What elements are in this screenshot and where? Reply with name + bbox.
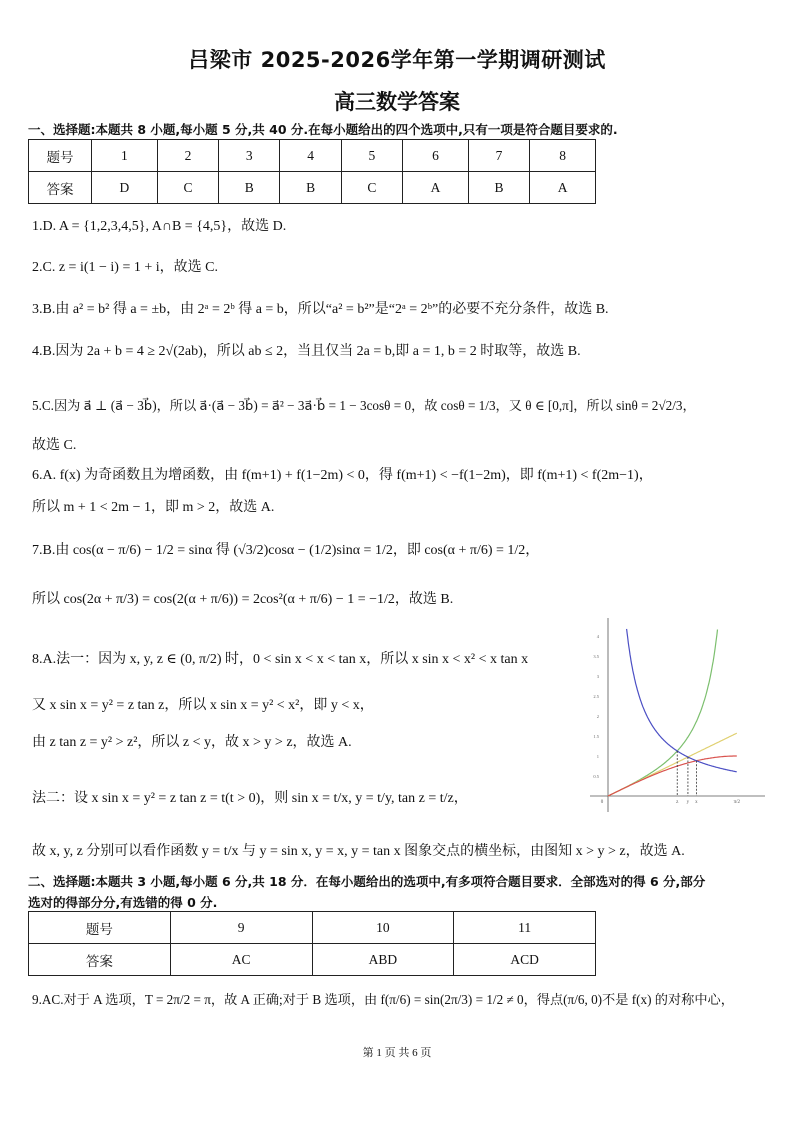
table-cell: 答案 <box>29 944 171 976</box>
document-title: 吕梁市 2025-2026学年第一学期调研测试 <box>188 48 606 72</box>
solution-line: 所以 cos(2α + π/3) = cos(2(α + π/6)) = 2cos²(α + π/6) − 1 = −1/2，故选 B. <box>32 592 454 607</box>
table-cell: 2 <box>157 140 218 172</box>
solution-line: 5.C.因为 a⃗ ⊥ (a⃗ − 3b⃗)，所以 a⃗·(a⃗ − 3b⃗) = a⃗² − 3a⃗·b⃗ = 1 − 3cosθ = 0，故 cosθ = 1/3，又 θ ∈ [0,π]，所以 sinθ = 2√2/3， <box>32 398 696 413</box>
x-axis-label: 0 <box>600 800 604 805</box>
section1-heading: 一、选择题:本题共 8 小题,每小题 5 分,共 40 分.在每小题给出的四个选项中,只有一项是符合题目要求的. <box>28 122 618 137</box>
solution-line: 1.D. A = {1,2,3,4,5}, A∩B = {4,5}，故选 D. <box>32 219 287 234</box>
page-footer: 第 1 页 共 6 页 <box>362 1047 432 1059</box>
table-cell: 3 <box>219 140 280 172</box>
table-cell: ACD <box>454 944 596 976</box>
solution-line: 7.B.由 cos(α − π/6) − 1/2 = sinα 得 (√3/2)cosα − (1/2)sinα = 1/2，即 cos(α + π/6) = 1/2， <box>32 543 540 558</box>
table-cell: B <box>219 172 280 204</box>
y-tick-label: 2 <box>596 714 599 719</box>
solution-line: 由 z tan z = y² > z²，所以 z < y，故 x > y > z，故选 A. <box>32 735 352 750</box>
table-cell: ABD <box>312 944 454 976</box>
table-cell: 7 <box>468 140 529 172</box>
solution-line: 故 x, y, z 分别可以看作函数 y = t/x 与 y = sin x, y = x, y = tan x 图象交点的横坐标，由图知 x > y > z，故选 A. <box>32 844 685 859</box>
y-tick-label: 1.5 <box>593 734 599 739</box>
x-axis-label: y <box>686 800 690 805</box>
table-cell: 9 <box>170 912 312 944</box>
y-tick-label: 2.5 <box>593 694 599 699</box>
solution-line: 4.B.因为 2a + b = 4 ≥ 2√(2ab)，所以 ab ≤ 2，当且仅当 2a = b,即 a = 1, b = 2 时取等，故选 B. <box>32 344 581 359</box>
table-cell: A <box>403 172 469 204</box>
solution-line: 6.A. f(x) 为奇函数且为增函数，由 f(m+1) + f(1−2m) < 0，得 f(m+1) < −f(1−2m)，即 f(m+1) < f(2m−1)， <box>32 468 653 483</box>
solution-line: 3.B.由 a² = b² 得 a = ±b，由 2ᵃ = 2ᵇ 得 a = b，所以“a² = b²”是“2ᵃ = 2ᵇ”的必要不充分条件，故选 B. <box>32 302 609 317</box>
table-cell: B <box>468 172 529 204</box>
x-axis-label: z <box>676 800 679 805</box>
y-tick-label: 3 <box>596 674 599 679</box>
solution-line: 故选 C. <box>32 438 77 453</box>
y-tick-label: 0.5 <box>593 774 599 779</box>
table-cell: 4 <box>280 140 341 172</box>
section2-heading-cont: 选对的得部分分,有选错的得 0 分. <box>28 895 218 910</box>
table-cell: D <box>92 172 158 204</box>
y-tick-label: 4 <box>596 634 599 639</box>
solution-line: 又 x sin x = y² = z tan z，所以 x sin x = y² < x²，即 y < x， <box>32 698 374 713</box>
sin-curve <box>608 756 737 796</box>
solution-line: 所以 m + 1 < 2m − 1，即 m > 2，故选 A. <box>32 500 275 515</box>
solution-line: 9.AC.对于 A 选项，T = 2π/2 = π，故 A 正确;对于 B 选项，由 f(π/6) = sin(2π/3) = 1/2 ≠ 0，得点(π/6, 0)不是 f(x) 的对称中心， <box>32 992 734 1007</box>
table-cell: 题号 <box>29 140 92 172</box>
table-cell: C <box>341 172 402 204</box>
solution-line: 法二：设 x sin x = y² = z tan z = t(t > 0)，则 sin x = t/x, y = t/y, tan z = t/z， <box>32 791 468 806</box>
table-cell: 6 <box>403 140 469 172</box>
table-cell: 题号 <box>29 912 171 944</box>
y-tick-label: 3.5 <box>593 654 599 659</box>
table-cell: C <box>157 172 218 204</box>
table-cell: 答案 <box>29 172 92 204</box>
x-axis-label: π/2 <box>733 800 741 805</box>
table-cell: 5 <box>341 140 402 172</box>
solution-line: 8.A.法一：因为 x, y, z ∈ (0, π/2) 时，0 < sin x < x < tan x，所以 x sin x < x² < x tan x <box>32 652 529 667</box>
solution-line: 2.C. z = i(1 − i) = 1 + i，故选 C. <box>32 260 218 275</box>
table-cell: 8 <box>530 140 596 172</box>
y-tick-label: 1 <box>596 754 599 759</box>
section2-heading: 二、选择题:本题共 3 小题,每小题 6 分,共 18 分．在每小题给出的选项中,有多项符合题目要求．全部选对的得 6 分,部分 <box>28 874 706 889</box>
document-subtitle: 高三数学答案 <box>334 90 460 114</box>
table-cell: 11 <box>454 912 596 944</box>
table-cell: 10 <box>312 912 454 944</box>
table-cell: AC <box>170 944 312 976</box>
table-cell: 1 <box>92 140 158 172</box>
table-cell: B <box>280 172 341 204</box>
table-cell: A <box>530 172 596 204</box>
x-axis-label: x <box>695 800 698 805</box>
inverse-curve <box>627 629 737 772</box>
